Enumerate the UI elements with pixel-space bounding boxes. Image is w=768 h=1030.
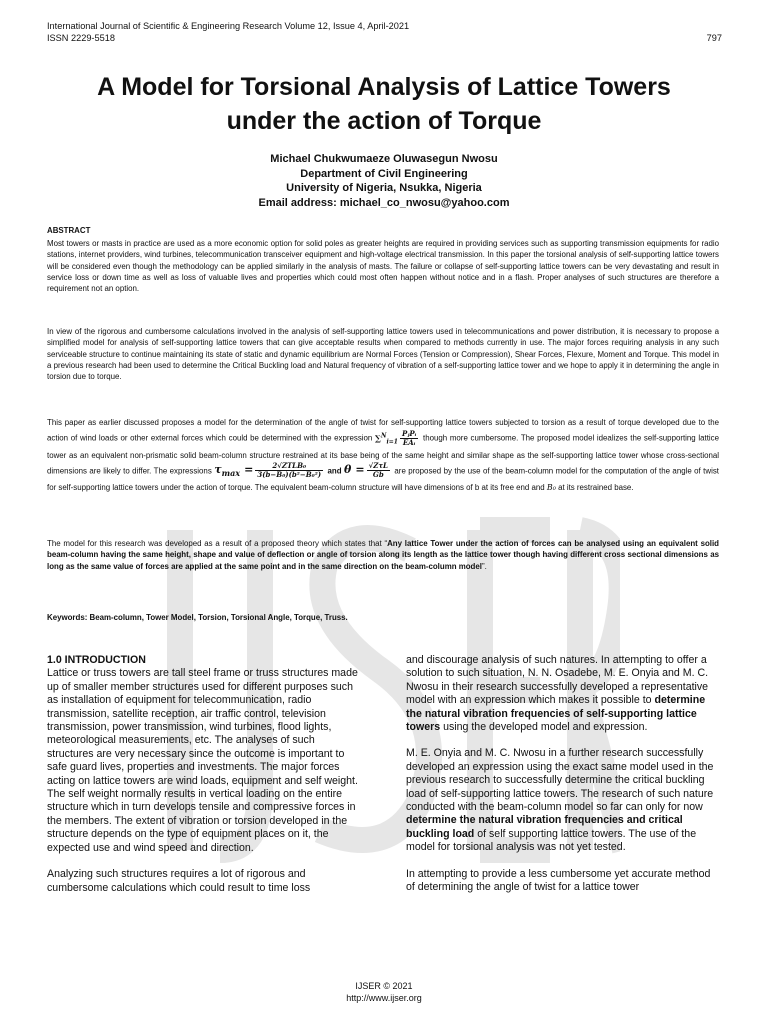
intro-paragraph-2: Analyzing such structures requires a lot of rigorous and cumbersome calculations which could result to time loss: [47, 868, 311, 894]
issn: ISSN 2229-5518: [47, 33, 115, 43]
footer-url[interactable]: http://www.ijser.org: [346, 993, 422, 1003]
abstract-paragraph-3: This paper as earlier discussed proposes a model for the determination of the angle of twist for self-supporting lattice towers subjected to torsion as a result of torque developed due to the action of wind loads or other external forces which could be determined with the expression ∑$^N_{i=1}$ $\frac{\text{PⱼPᵢ}}{\text{EAᵢ}}$ though more cumbersome. The proposed model idealizes the self-supporting lattice tower as an equivalent non-prismatic solid beam-column structure restrained at its base being of the same height and similar shape as the self-supporting lattice tower whose cross-sectional dimensions are likely to differ. The expressions $\tau_{max}$ = $\frac{\text{2√ZTLB₀}}{\text{3(b−B₀)(b²−B₀²)}}$ and θ = $\frac{\text{√ZτL}}{Gb}$ are proposed by the use of the beam-column model for the computation of the angle of twist for self-supporting lattice towers under the action of torque. The equivalent beam-column structure will have dimensions of b at its free end and B₀ at its restrained base.: [47, 418, 719, 492]
page-number: 797: [706, 33, 722, 43]
right-paragraph-3: In attempting to provide a less cumbersome yet accurate method of determining the angle of twist for a lattice tower: [406, 867, 711, 894]
journal-header: International Journal of Scientific & Engineering Research Volume 12, Issue 4, April-2021: [47, 21, 410, 31]
title-line-2: under the action of Torque: [226, 107, 542, 135]
author-name: Michael Chukwumaeze Oluwasegun Nwosu: [270, 153, 498, 165]
right-column: [406, 654, 722, 895]
section-heading-introduction: 1.0 INTRODUCTION: [47, 654, 146, 666]
left-column: [47, 654, 363, 895]
b0-symbol: B₀: [546, 482, 556, 492]
right-paragraph-2: M. E. Onyia and M. C. Nwosu in a further research successfully developed an expression using the exact same model used in the previous research to successfully determine the critical buckling load of self-supporting lattice towers. The research of such nature conducted with the beam-column model so far can only for now determine the natural vibration frequencies and critical buckling load of self supporting lattice towers. The use of the model for torsional analysis was not yet tested.: [406, 747, 714, 854]
abstract-paragraph-4: The model for this research was developed as a result of a proposed theory which states that “Any lattice Tower under the action of forces can be analysed using an equivalent solid beam-column having the same height, shape and value of deflection or angle of torsion along its length as the lattice tower though having different cross sectional dimensions as long as the same value of forces are applied at the same point and in the same direction on the beam-column model”.: [47, 539, 719, 571]
abstract-paragraph-1: Most towers or masts in practice are used as a more economic option for solid poles as greater heights are required in providing services such as supporting transmission equipments for radio stations, internet providers, wind turbines, telecommunication transceiver equipment and high-voltage electrical transmission. In this paper the torsional analysis of self-supporting lattice towers will be considered even though the methodology can be applied similarly in the analysis of masts. The failure or collapse of self-supporting lattice towers can be very devastating and result in service loss or down time as well as loss of valuable lives and properties which could most often happen without notice and in a flash. Proper analyses of such structures are therefore a requirement not an option.: [47, 239, 719, 294]
author-university: University of Nigeria, Nsukka, Nigeria: [286, 182, 482, 195]
paper-title: [40, 70, 728, 138]
right-paragraph-1: and discourage analysis of such natures. In attempting to offer a solution to such situation, N. N. Osadebe, M. E. Onyia and M. C. Nwosu in their research successfully developed a representative model with an expression which makes it possible to determine the natural vibration frequencies of self-supporting lattice towers using the developed model and expression.: [406, 654, 709, 734]
theta-formula: θ = $\frac{\text{√ZτL}}{Gb}$: [344, 460, 388, 479]
keywords: Keywords: Beam-column, Tower Model, Torsion, Torsional Angle, Torque, Truss.: [47, 613, 348, 622]
abstract-label: ABSTRACT: [47, 226, 91, 235]
author-block: [100, 152, 668, 210]
author-department: Department of Civil Engineering: [300, 167, 468, 180]
abstract-paragraph-2: In view of the rigorous and cumbersome calculations involved in the analysis of self-supporting lattice towers used in telecommunications and power distribution, it is necessary to propose a simplified model for analysis of self-supporting lattice towers that can give acceptable results when compared to methods currently in use. The major forces requiring analysis in any such serviceable structure to continue maintaining its state of static and dynamic equilibrium are Normal Forces (Tension or Compression), Shear Forces, Flexure, Moment and Torque. This model in a previous research had been used to determine the Critical Buckling load and Natural frequency of vibration of a self-supporting lattice tower and we hope to apply it in determining the angle in torsion due to torque.: [47, 327, 719, 382]
sum-formula: ∑$^N_{i=1}$ $\frac{\text{PⱼPᵢ}}{\text{EAᵢ}}$: [375, 429, 417, 448]
title-line-1: A Model for Torsional Analysis of Lattice Towers: [97, 73, 671, 101]
author-email: Email address: michael_co_nwosu@yahoo.com: [258, 196, 510, 209]
intro-paragraph-1: Lattice or truss towers are tall steel frame or truss structures made up of smaller member structures used for different purposes such as installation of equipment for telecommunication, radio transmission, satellite reception, air traffic control, television transmission, power transmission, wind turbines, flood lights, meteorological measurements, etc. The analyses of such structures are very necessary since the outcome is important to safe guard lives, properties and investments. The major forces acting on lattice towers are wind loads, equipment and self weight. The self weight normally results in vertical loading on the entire structure which in turn develops tensile and compressive forces in the members. The extent of vibration or torsion developed in the structure depends on the type of equipment places on it, the expected use and wind speed and direction.: [47, 667, 358, 854]
tau-formula: $\tau_{max}$ = $\frac{\text{2√ZTLB₀}}{\text{3(b−B₀)(b²−B₀²)}}$: [214, 460, 322, 479]
footer-copyright: IJSER © 2021: [355, 981, 413, 991]
